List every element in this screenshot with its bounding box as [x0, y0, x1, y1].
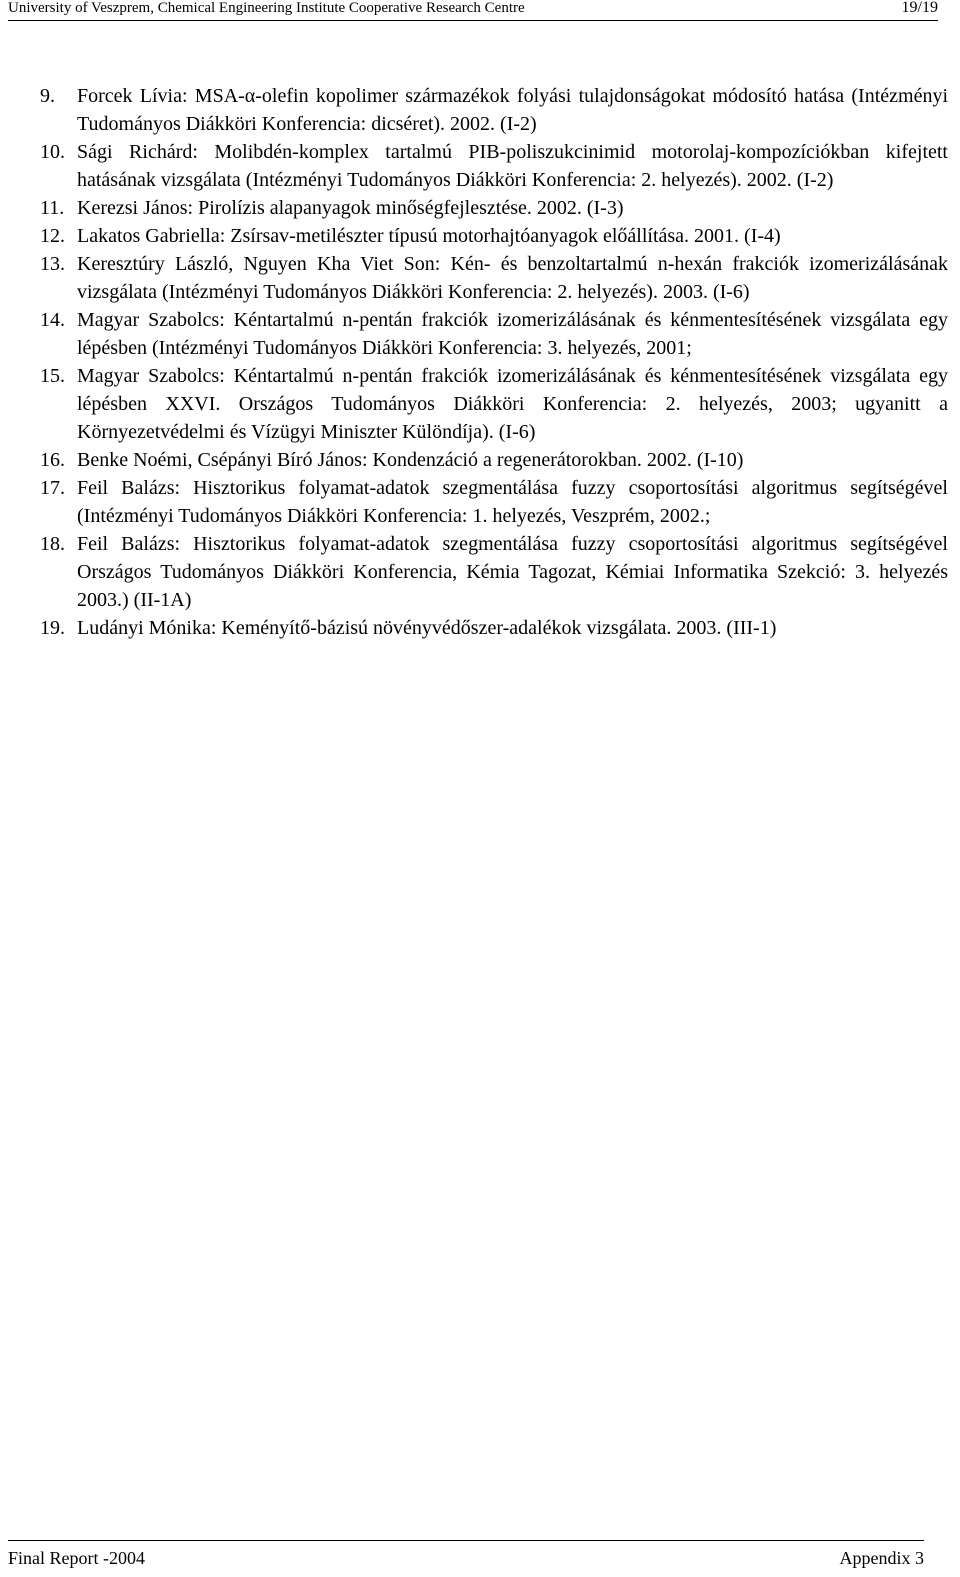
entry-text: Feil Balázs: Hisztorikus folyamat-adatok szegmentálása fuzzy csoportosítási algoritmus segítségével (Intézményi Tudományos Diákköri Konferencia: 1. helyezés, Veszprém, 2002.; — [77, 477, 948, 527]
entry-number: 10. — [40, 141, 65, 163]
header-institution: University of Veszprem, Chemical Engineering Institute Cooperative Research Centre — [8, 0, 525, 16]
list-item — [40, 222, 948, 250]
footer-report-title: Final Report -2004 — [8, 1548, 145, 1568]
header-page-number: 19/19 — [901, 0, 938, 16]
page-footer — [8, 1540, 924, 1574]
entry-text: Magyar Szabolcs: Kéntartalmú n-pentán frakciók izomerizálásának és kénmentesítésének vizsgálata egy lépésben (Intézményi Tudományos Diákköri Konferencia: 3. helyezés, 2001; — [77, 309, 948, 359]
page-header — [8, 0, 938, 24]
list-item — [40, 306, 948, 362]
entry-number: 17. — [40, 477, 65, 499]
footer-appendix: Appendix 3 — [839, 1548, 924, 1568]
entry-text: Sági Richárd: Molibdén-komplex tartalmú PIB-poliszukcinimid motorolaj-kompozíciókban kifejtett hatásának vizsgálata (Intézményi Tudományos Diákköri Konferencia: 2. helyezés). 2002. (I-2) — [77, 141, 948, 191]
entry-text: Benke Noémi, Csépányi Bíró János: Kondenzáció a regenerátorokban. 2002. (I-10) — [77, 449, 744, 471]
entry-text: Feil Balázs: Hisztorikus folyamat-adatok szegmentálása fuzzy csoportosítási algoritmus segítségével Országos Tudományos Diákköri Konferencia, Kémia Tagozat, Kémiai Informatika Szekció: 3. helyezés 2003.) (II-1A) — [77, 533, 948, 611]
footer-rule — [8, 1540, 924, 1541]
list-item — [40, 138, 948, 194]
publication-list — [40, 82, 948, 642]
entry-number: 13. — [40, 253, 65, 275]
list-item — [40, 530, 948, 614]
entry-text: Lakatos Gabriella: Zsírsav-metilészter típusú motorhajtóanyagok előállítása. 2001. (I-4) — [77, 225, 781, 247]
header-rule — [8, 20, 938, 21]
list-item — [40, 362, 948, 446]
list-item — [40, 250, 948, 306]
entry-number: 14. — [40, 309, 65, 331]
entry-text: Magyar Szabolcs: Kéntartalmú n-pentán frakciók izomerizálásának és kénmentesítésének vizsgálata egy lépésben XXVI. Országos Tudományos Diákköri Konferencia: 2. helyezés, 2003; ugyanitt a Környezetvédelmi és Vízügyi Miniszter Különdíja). (I-6) — [77, 365, 948, 443]
entry-number: 12. — [40, 225, 65, 247]
entry-number: 19. — [40, 617, 65, 639]
entry-number: 16. — [40, 449, 65, 471]
entry-number: 9. — [40, 85, 55, 107]
list-item — [40, 446, 948, 474]
list-item — [40, 614, 948, 642]
entry-number: 11. — [40, 197, 65, 219]
entry-text: Forcek Lívia: MSA-α-olefin kopolimer származékok folyási tulajdonságokat módosító hatása (Intézményi Tudományos Diákköri Konferencia: dicséret). 2002. (I-2) — [77, 85, 948, 135]
list-item — [40, 474, 948, 530]
list-item — [40, 194, 948, 222]
entry-number: 15. — [40, 365, 65, 387]
entry-text: Keresztúry László, Nguyen Kha Viet Son: Kén- és benzoltartalmú n-hexán frakciók izomerizálásának vizsgálata (Intézményi Tudományos Diákköri Konferencia: 2. helyezés). 2003. (I-6) — [77, 253, 948, 303]
list-item — [40, 82, 948, 138]
entry-text: Kerezsi János: Pirolízis alapanyagok minőségfejlesztése. 2002. (I-3) — [77, 197, 624, 219]
entry-number: 18. — [40, 533, 65, 555]
entry-text: Ludányi Mónika: Keményítő-bázisú növényvédőszer-adalékok vizsgálata. 2003. (III-1) — [77, 617, 777, 639]
